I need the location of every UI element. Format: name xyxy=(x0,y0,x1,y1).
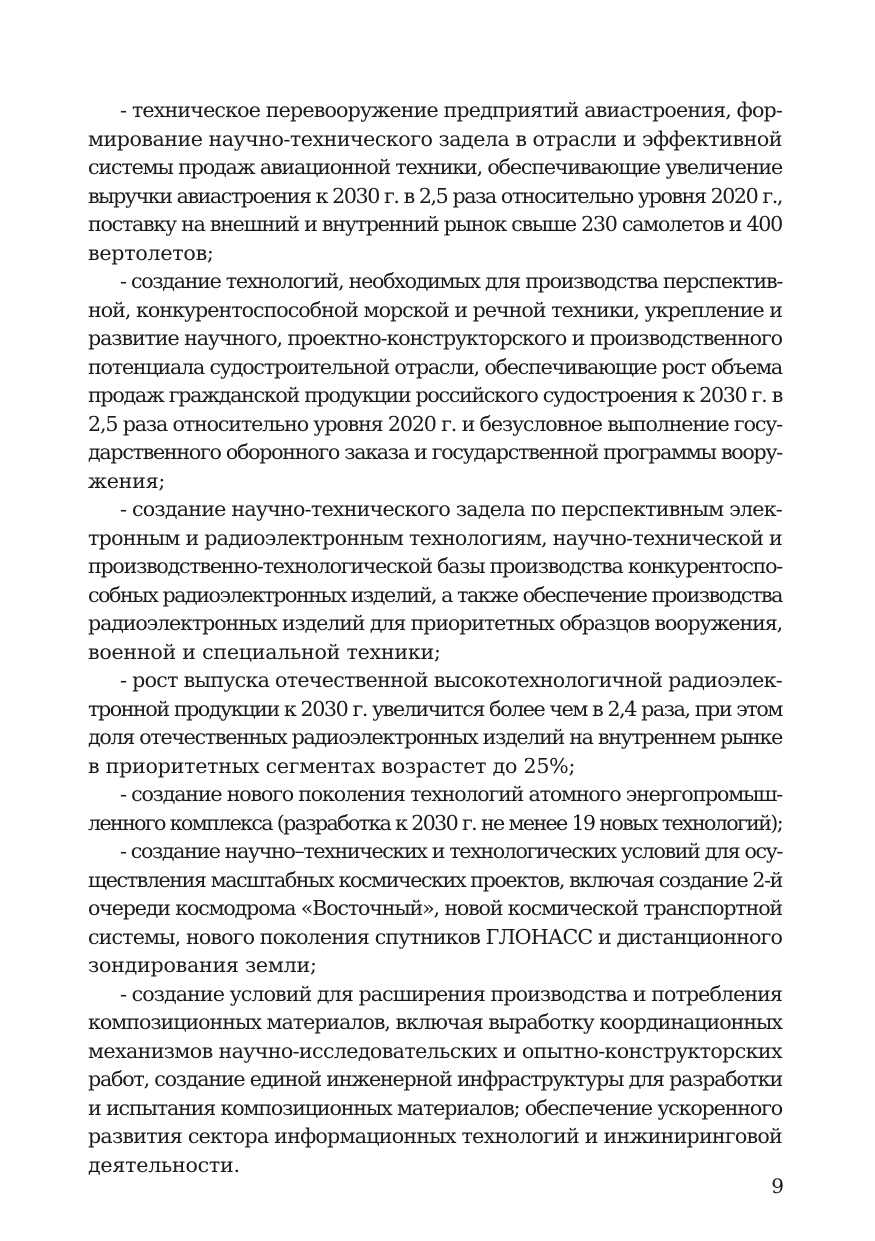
text-line: собных радиоэлектронных изделий, а также обеспечение производства xyxy=(88,582,782,607)
text-line: поставку на внешний и внутренний рынок свыше 230 самолетов и 400 xyxy=(88,212,782,236)
text-line: мирование научно-технического задела в отрасли и эффективной xyxy=(88,126,782,151)
text-line: ной, конкурентоспособной морской и речной техники, укрепление и xyxy=(88,297,782,322)
text-line: - техническое перевооружение предприятий авиастроения, фор- xyxy=(120,98,782,122)
text-line: дарственного оборонного заказа и государственной программы воору- xyxy=(88,440,782,464)
text-line: - создание научно-технического задела по перспективным элек- xyxy=(120,497,782,521)
text-line: развития сектора информационных технологий и инжиниринговой xyxy=(88,1124,782,1148)
text-line: тронной продукции к 2030 г. увеличится более чем в 2,4 раза, при этом xyxy=(88,696,782,721)
paragraph xyxy=(88,267,782,495)
text-line: механизмов научно-исследовательских и опытно-конструкторских xyxy=(88,1038,782,1063)
text-line: продаж гражданской продукции российского судостроения к 2030 г. в xyxy=(88,383,782,407)
text-line: системы продаж авиационной техники, обеспечивающие увеличение xyxy=(88,155,782,179)
text-line: потенциала судостроительной отрасли, обеспечивающие рост объема xyxy=(88,354,782,379)
text-line: жения; xyxy=(88,468,166,493)
text-line: в приоритетных сегментах возрастет до 25%; xyxy=(88,753,576,778)
text-line: военной и специальной техники; xyxy=(88,639,441,664)
text-line: и испытания композиционных материалов; обеспечение ускоренного xyxy=(88,1095,782,1120)
text-line: 2,5 раза относительно уровня 2020 г. и безусловное выполнение госу- xyxy=(88,411,783,436)
text-line: - создание нового поколения технологий атомного энергопромыш- xyxy=(120,782,782,806)
text-line: - рост выпуска отечественной высокотехнологичной радиоэлек- xyxy=(120,668,782,692)
text-line: очереди космодрома «Восточный», новой космической транспортной xyxy=(88,896,782,920)
text-line: ленного комплекса (разработка к 2030 г. не менее 19 новых технологий); xyxy=(88,810,782,835)
text-line: ществления масштабных космических проектов, включая создание 2-й xyxy=(88,867,782,892)
paragraph xyxy=(88,980,782,1180)
paragraph xyxy=(88,666,782,780)
paragraph xyxy=(88,837,782,980)
text-line: деятельности. xyxy=(88,1152,240,1177)
text-line: зондирования земли; xyxy=(88,953,317,977)
paragraph xyxy=(88,495,782,666)
text-line: радиоэлектронных изделий для приоритетных образцов вооружения, xyxy=(88,611,782,635)
text-line: тронным и радиоэлектронным технологиям, научно-технической и xyxy=(88,525,782,550)
text-line: доля отечественных радиоэлектронных изделий на внутреннем рынке xyxy=(88,725,782,749)
text-line: - создание научно–технических и технологических условий для осу- xyxy=(120,839,782,863)
paragraph xyxy=(88,780,782,837)
page-number: 9 xyxy=(771,1174,784,1198)
text-line: выручки авиастроения к 2030 г. в 2,5 раза относительно уровня 2020 г., xyxy=(88,183,782,208)
text-line: - создание технологий, необходимых для производства перспектив- xyxy=(120,269,782,293)
text-line: композиционных материалов, включая выработку координационных xyxy=(88,1010,782,1034)
text-line: работ, создание единой инженерной инфраструктуры для разработки xyxy=(88,1067,782,1091)
text-line: вертолетов; xyxy=(88,240,214,265)
text-line: - создание условий для расширения производства и потребления xyxy=(120,981,782,1006)
text-line: производственно-технологической базы производства конкурентоспо- xyxy=(88,554,782,578)
paragraph xyxy=(88,96,782,267)
text-line: развитие научного, проектно-конструкторского и производственного xyxy=(88,326,782,350)
body-text xyxy=(88,96,782,1179)
text-line: системы, нового поколения спутников ГЛОНАСС и дистанционного xyxy=(88,924,782,949)
